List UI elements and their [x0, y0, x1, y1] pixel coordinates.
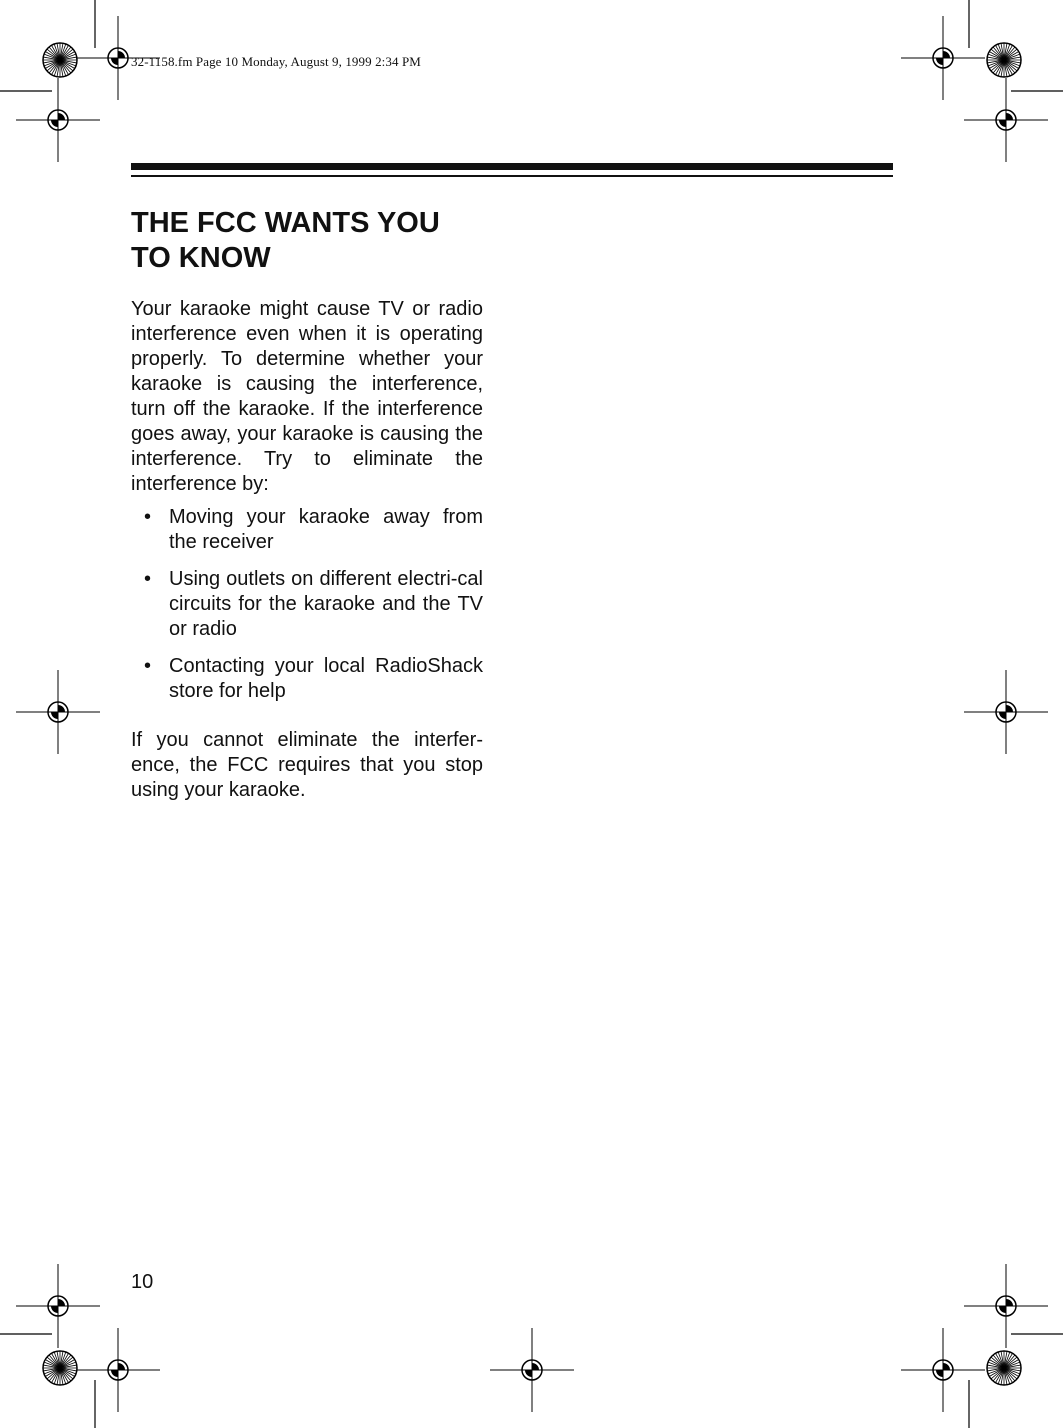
list-item-text: Contacting your local RadioShack store for help [169, 655, 483, 702]
page-number: 10 [131, 1271, 154, 1293]
bullet-list [131, 505, 483, 704]
list-item [131, 654, 483, 704]
list-item-text: Moving your karaoke away from the receiver [169, 506, 483, 553]
registration-fill [999, 705, 1013, 719]
list-item-text: Using outlets on different electri-cal circuits for the karaoke and the TV or radio [169, 568, 483, 640]
registration-fill [936, 1363, 950, 1377]
print-slug: 32-1158.fm Page 10 Monday, August 9, 1999 2:34 PM [131, 54, 421, 69]
header-rule-thin [131, 175, 893, 177]
registration-fill [936, 51, 950, 65]
intro-paragraph: Your karaoke might cause TV or radio interference even when it is operating properly. To determine whether your karaoke is causing the interference, turn off the karaoke. If the interference goes away, your karaoke is causing the interference. Try to eliminate the interference by: [131, 298, 483, 495]
closing-paragraph: If you cannot eliminate the interfer-ence, the FCC requires that you stop using your karaoke. [131, 729, 483, 801]
section-title [131, 206, 483, 276]
bullet-icon: • [144, 568, 152, 590]
registration-fill [111, 1363, 125, 1377]
section-title-line-2: TO KNOW [131, 242, 271, 274]
content-column [131, 206, 483, 803]
header-rule-thick [131, 163, 893, 170]
registration-fill [525, 1363, 539, 1377]
registration-fill [51, 113, 65, 127]
bullet-icon: • [144, 655, 152, 677]
registration-fill [999, 113, 1013, 127]
registration-fill [999, 1299, 1013, 1313]
list-item [131, 567, 483, 642]
registration-fill [51, 705, 65, 719]
list-item [131, 505, 483, 555]
section-title-line-1: THE FCC WANTS YOU [131, 207, 440, 239]
bullet-icon: • [144, 506, 152, 528]
registration-fill [51, 1299, 65, 1313]
registration-fill [111, 51, 125, 65]
